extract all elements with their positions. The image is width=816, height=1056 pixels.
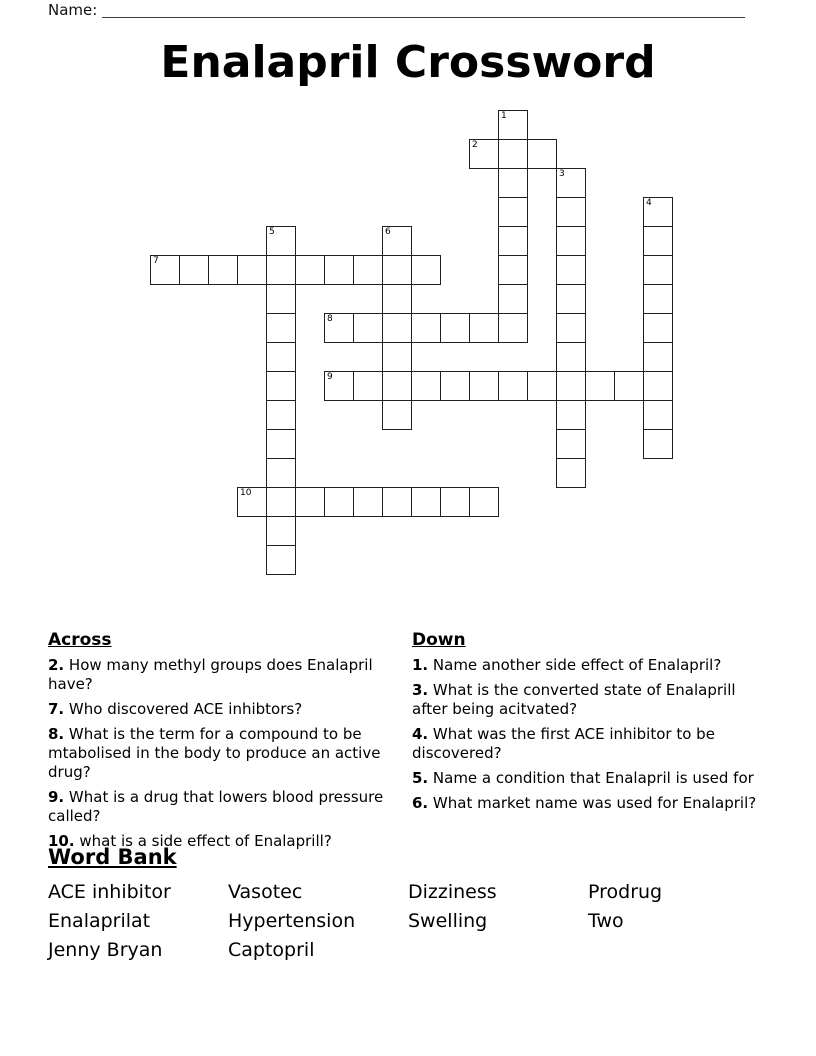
cell-number: 1 xyxy=(501,111,507,121)
crossword-cell xyxy=(382,255,412,285)
crossword-cell xyxy=(324,487,354,517)
clue-text: What is the converted state of Enalaprill after being acitvated? xyxy=(412,681,736,718)
crossword-cell xyxy=(469,313,499,343)
crossword-cell xyxy=(643,400,673,430)
clue xyxy=(412,681,768,719)
crossword-cell xyxy=(643,371,673,401)
crossword-cell xyxy=(498,110,528,140)
crossword-cell xyxy=(353,313,383,343)
clue xyxy=(412,769,768,788)
crossword-cell xyxy=(527,139,557,169)
clue-text: Name another side effect of Enalapril? xyxy=(428,656,722,674)
clue-text: What was the first ACE inhibitor to be discovered? xyxy=(412,725,715,762)
word-bank-item: Two xyxy=(588,910,624,932)
crossword-cell xyxy=(527,371,557,401)
crossword-cell xyxy=(266,313,296,343)
crossword-cell xyxy=(556,313,586,343)
clue-text: what is a side effect of Enalaprill? xyxy=(74,832,332,850)
crossword-cell xyxy=(266,342,296,372)
crossword-cell xyxy=(585,371,615,401)
cell-number: 6 xyxy=(385,227,391,237)
across-clues-column xyxy=(48,630,393,857)
cell-number: 10 xyxy=(240,488,252,498)
crossword-cell xyxy=(266,487,296,517)
crossword-cell xyxy=(643,284,673,314)
clue-number: 9. xyxy=(48,788,65,806)
clue-text: What market name was used for Enalapril? xyxy=(428,794,757,812)
crossword-cell xyxy=(382,313,412,343)
crossword-cell xyxy=(469,139,499,169)
cell-number: 2 xyxy=(472,140,478,150)
down-clue-list xyxy=(412,656,768,813)
crossword-cell xyxy=(556,197,586,227)
word-bank-grid xyxy=(48,880,768,967)
crossword-cell xyxy=(498,139,528,169)
word-bank-item: Swelling xyxy=(408,910,488,932)
crossword-cell xyxy=(556,284,586,314)
crossword-cell xyxy=(208,255,238,285)
cell-number: 3 xyxy=(559,169,565,179)
clue-number: 5. xyxy=(412,769,429,787)
crossword-cell xyxy=(266,400,296,430)
crossword-cell xyxy=(382,342,412,372)
crossword-cell xyxy=(643,197,673,227)
down-heading: Down xyxy=(412,630,466,650)
crossword-cell xyxy=(382,400,412,430)
crossword-cell xyxy=(556,458,586,488)
clue-number: 6. xyxy=(412,794,429,812)
crossword-cell xyxy=(440,487,470,517)
crossword-cell xyxy=(498,255,528,285)
name-label: Name: xyxy=(48,1,98,19)
word-bank-item: Dizziness xyxy=(408,881,497,903)
crossword-cell xyxy=(556,255,586,285)
word-bank-item: Prodrug xyxy=(588,881,663,903)
crossword-cell xyxy=(643,429,673,459)
word-bank-item: Hypertension xyxy=(228,910,356,932)
crossword-cell xyxy=(295,255,325,285)
page-title: Enalapril Crossword xyxy=(160,37,656,88)
word-bank-item: Jenny Bryan xyxy=(48,939,163,961)
crossword-cell xyxy=(382,226,412,256)
crossword-cell xyxy=(150,255,180,285)
clue-text: What is the term for a compound to be mtabolised in the body to produce an active drug? xyxy=(48,725,381,781)
crossword-cell xyxy=(498,284,528,314)
word-bank-item: ACE inhibitor xyxy=(48,881,171,903)
crossword-cell xyxy=(556,429,586,459)
clues-section xyxy=(48,630,768,857)
crossword-cell xyxy=(266,255,296,285)
crossword-cell xyxy=(614,371,644,401)
clue-number: 4. xyxy=(412,725,429,743)
crossword-cell xyxy=(556,400,586,430)
crossword-cell xyxy=(498,371,528,401)
crossword-cell xyxy=(411,255,441,285)
crossword-cell xyxy=(295,487,325,517)
crossword-cell xyxy=(382,487,412,517)
crossword-cell xyxy=(411,313,441,343)
crossword-cell xyxy=(266,429,296,459)
crossword-cell xyxy=(556,168,586,198)
crossword-cell xyxy=(498,313,528,343)
clue-text: Name a condition that Enalapril is used for xyxy=(428,769,754,787)
crossword-cell xyxy=(469,487,499,517)
crossword-cell xyxy=(440,371,470,401)
crossword-cell xyxy=(411,371,441,401)
cell-number: 9 xyxy=(327,372,333,382)
crossword-cell xyxy=(266,545,296,575)
crossword-cell xyxy=(266,371,296,401)
down-clues-column xyxy=(412,630,768,857)
crossword-cell xyxy=(266,458,296,488)
crossword-cell xyxy=(266,516,296,546)
name-row xyxy=(48,2,745,18)
clue xyxy=(412,725,768,763)
word-bank-item: Enalaprilat xyxy=(48,910,151,932)
word-bank-item: Captopril xyxy=(228,939,315,961)
crossword-cell xyxy=(237,487,267,517)
cell-number: 5 xyxy=(269,227,275,237)
crossword-cell xyxy=(353,487,383,517)
cell-number: 8 xyxy=(327,314,333,324)
word-bank-item: Vasotec xyxy=(228,881,303,903)
across-heading: Across xyxy=(48,630,112,650)
clue xyxy=(48,788,393,826)
clue-number: 8. xyxy=(48,725,65,743)
crossword-cell xyxy=(469,371,499,401)
crossword-cell xyxy=(179,255,209,285)
clue-text: Who discovered ACE inhibtors? xyxy=(64,700,303,718)
word-bank-heading: Word Bank xyxy=(48,845,177,869)
crossword-cell xyxy=(440,313,470,343)
clue xyxy=(412,794,768,813)
crossword-cell xyxy=(643,255,673,285)
across-clue-list xyxy=(48,656,393,851)
clue-number: 1. xyxy=(412,656,429,674)
crossword-grid xyxy=(150,110,673,575)
clue xyxy=(48,700,393,719)
crossword-cell xyxy=(266,226,296,256)
crossword-cell xyxy=(411,487,441,517)
cell-number: 4 xyxy=(646,198,652,208)
crossword-cell xyxy=(266,284,296,314)
clue xyxy=(48,725,393,782)
crossword-cell xyxy=(324,313,354,343)
crossword-cell xyxy=(643,226,673,256)
crossword-cell xyxy=(556,342,586,372)
crossword-cell xyxy=(324,255,354,285)
crossword-cell xyxy=(498,168,528,198)
word-bank-empty-slot xyxy=(588,938,768,967)
clue-number: 10. xyxy=(48,832,75,850)
crossword-cell xyxy=(556,226,586,256)
cell-number: 7 xyxy=(153,256,159,266)
clue-number: 3. xyxy=(412,681,429,699)
crossword-cell xyxy=(498,197,528,227)
clue-text: What is a drug that lowers blood pressure called? xyxy=(48,788,384,825)
clue-text: How many methyl groups does Enalapril have? xyxy=(48,656,373,693)
crossword-cell xyxy=(556,371,586,401)
clue xyxy=(48,656,393,694)
clue-number: 2. xyxy=(48,656,65,674)
clue-number: 7. xyxy=(48,700,65,718)
name-blank-line xyxy=(102,3,745,18)
crossword-cell xyxy=(353,371,383,401)
crossword-cell xyxy=(353,255,383,285)
crossword-cell xyxy=(498,226,528,256)
crossword-cell xyxy=(382,371,412,401)
crossword-cell xyxy=(237,255,267,285)
crossword-cell xyxy=(382,284,412,314)
word-bank-section xyxy=(48,845,768,967)
crossword-cell xyxy=(643,342,673,372)
crossword-cell xyxy=(643,313,673,343)
word-bank-empty-slot xyxy=(408,938,588,967)
clue xyxy=(412,656,768,675)
crossword-cell xyxy=(324,371,354,401)
